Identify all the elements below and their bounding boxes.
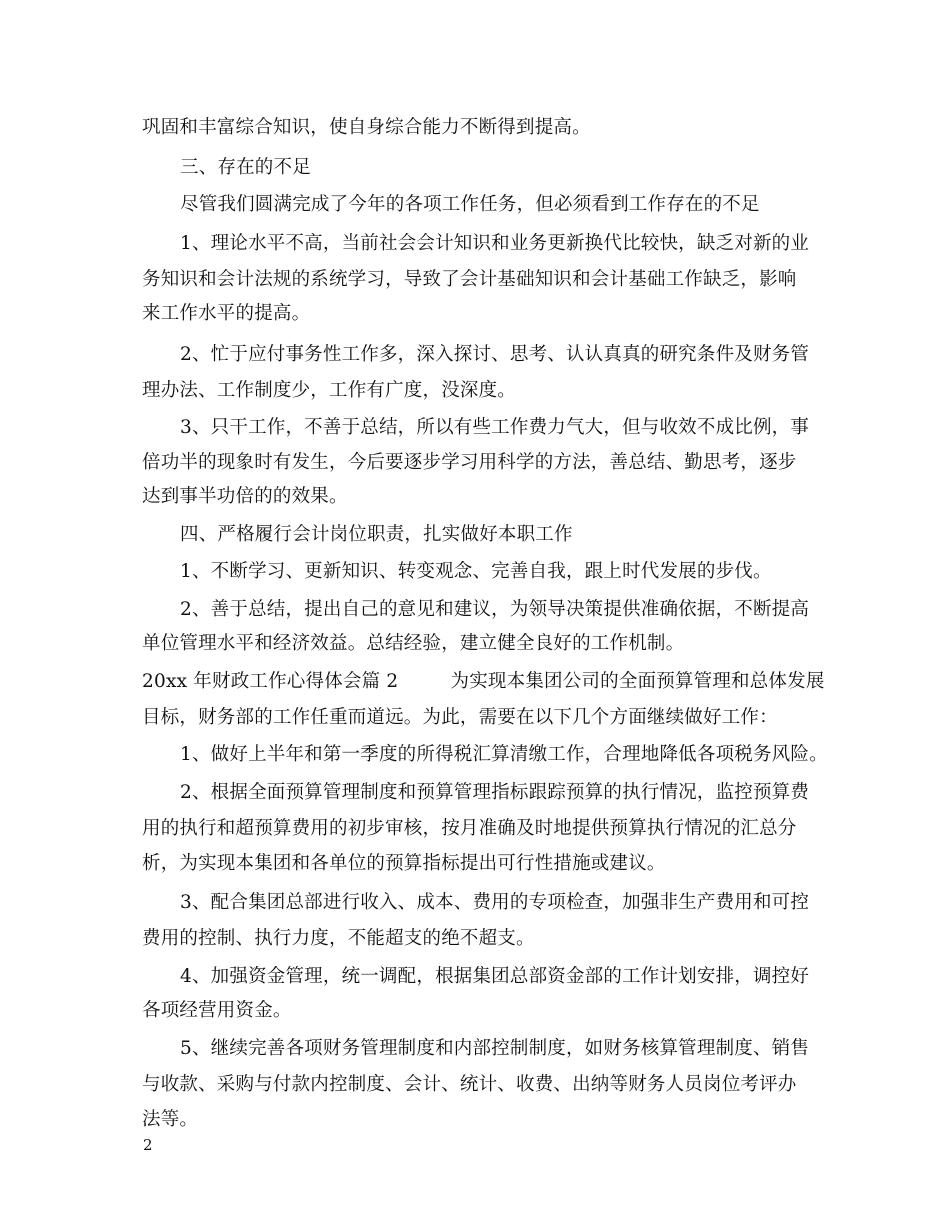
text-line: 巩固和丰富综合知识，使自身综合能力不断得到提高。 xyxy=(142,117,591,138)
paragraph-start: 为实现本集团公司的全面预算管理和总体发展 xyxy=(450,671,825,692)
text-line: 费用的控制、执行力度，不能超支的绝不超支。 xyxy=(142,928,535,949)
section-heading: 四、严格履行会计岗位职责，扎实做好本职工作 xyxy=(180,524,573,545)
section-heading: 三、存在的不足 xyxy=(180,157,311,178)
text-line: 1、不断学习、更新知识、转变观念、完善自我，跟上时代发展的步伐。 xyxy=(180,561,772,582)
text-line: 倍功半的现象时有发生，今后要逐步学习用科学的方法，善总结、勤思考，逐步 xyxy=(142,452,797,473)
text-line: 各项经营用资金。 xyxy=(142,1000,292,1021)
text-line: 用的执行和超预算费用的初步审核，按月准确及时地提供预算执行情况的汇总分 xyxy=(142,818,797,839)
text-line: 4、加强资金管理，统一调配，根据集团总部资金部的工作计划安排，调控好 xyxy=(180,966,810,987)
text-line: 2、忙于应付事务性工作多，深入探讨、思考、认认真真的研究条件及财务管 xyxy=(180,344,810,365)
text-line: 2、根据全面预算管理制度和预算管理指标跟踪预算的执行情况，监控预算费 xyxy=(180,782,810,803)
text-line: 1、做好上半年和第一季度的所得税汇算清缴工作，合理地降低各项税务风险。 xyxy=(180,744,828,765)
text-line: 2、善于总结，提出自己的意见和建议，为领导决策提供准确依据，不断提高 xyxy=(180,599,810,620)
text-line: 目标，财务部的工作任重而道远。为此，需要在以下几个方面继续做好工作： xyxy=(142,707,778,728)
text-line: 1、理论水平不高，当前社会会计知识和业务更新换代比较快，缺乏对新的业 xyxy=(180,233,810,254)
text-line: 法等。 xyxy=(142,1109,199,1130)
page-number: 2 xyxy=(143,1136,153,1154)
text-line: 与收款、采购与付款内控制度、会计、统计、收费、出纳等财务人员岗位考评办 xyxy=(142,1074,797,1095)
text-line: 达到事半功倍的的效果。 xyxy=(142,486,348,507)
text-line: 3、只干工作，不善于总结，所以有些工作费力气大，但与收效不成比例，事 xyxy=(180,417,810,438)
text-line: 单位管理水平和经济效益。总结经验，建立健全良好的工作机制。 xyxy=(142,633,685,654)
text-line: 5、继续完善各项财务管理制度和内部控制制度，如财务核算管理制度、销售 xyxy=(180,1038,810,1059)
text-line: 尽管我们圆满完成了今年的各项工作任务，但必须看到工作存在的不足 xyxy=(180,194,760,215)
text-line: 析，为实现本集团和各单位的预算指标提出可行性措施或建议。 xyxy=(142,853,666,874)
mixed-heading-line xyxy=(142,670,825,694)
text-line: 理办法、工作制度少，工作有广度，没深度。 xyxy=(142,380,517,401)
text-line: 务知识和会计法规的系统学习，导致了会计基础知识和会计基础工作缺乏，影响 xyxy=(142,269,797,290)
article-title: 20xx 年财政工作心得体会篇 2 xyxy=(142,671,399,692)
text-line: 来工作水平的提高。 xyxy=(142,303,311,324)
text-line: 3、配合集团总部进行收入、成本、费用的专项检查，加强非生产费用和可控 xyxy=(180,892,810,913)
